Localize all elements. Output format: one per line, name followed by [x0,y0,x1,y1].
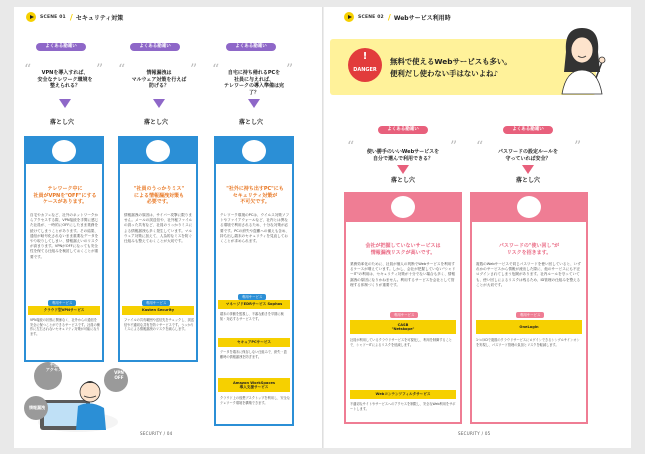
scene-header-right: SCENE 02 / Webサービス利用時 [344,12,451,22]
arrow-down-icon [522,165,534,174]
quote-open-icon: “ [347,139,355,155]
service-tab-4: 利用サービス [142,300,170,306]
service-note-7: 1つのIDで複数のクラウドサービスにログインできるシングルサインオンを実現し、パスワード管理の負担とリスクを軽減します。 [476,338,580,347]
quote-open-icon: “ [212,62,220,78]
danger-line-2: 便利だし使わない手はないよね♪ [390,69,499,78]
worried-worker-illustration [18,356,136,436]
arrow-down-icon [397,165,409,174]
service-note-6b: 不適切なサイトやサービスへのアクセスを制限し、安全なWeb利用をサポートします。 [350,402,456,411]
service-name-5a[interactable]: マネージドEDRサービス Sophos [218,300,290,309]
page-folio-left: SECURITY / 04 [140,431,173,436]
service-tab-6: 利用サービス [390,312,418,318]
quote-open-icon: “ [24,62,32,78]
pitfall-label-5: 落とし穴 [227,119,275,145]
service-name-3[interactable]: クラウド型VPNサービス [28,306,100,315]
service-name-6b[interactable]: Webコンテンツフィルタサービス [350,390,456,399]
service-name-4[interactable]: Kasten Security [122,306,194,315]
pitfall-headline-5: "社外に持ち出すPC"にも セキュリティ対策が 不可欠です。 [226,186,284,205]
misconception-pill-5: よくある勘違い [226,43,276,51]
service-name-6a[interactable]: CASB "Netskope" [350,320,456,334]
pitfall-headline-4: "社員のうっかりミス" による情報漏洩対策も 必要です。 [133,186,185,205]
quote-close-icon: ” [450,139,458,155]
pit-hole-icon [146,140,170,162]
service-note-5b: データを端末に保存しない仕組みで、紛失・盗難時の情報漏洩を防ぎます。 [220,350,287,359]
arrow-down-icon [153,99,165,108]
pitfall-headline-3: テレワーク中に 社員がVPNを"OFF"にする ケースがあります。 [33,186,97,205]
question-6: 使い勝手のいいWebサービスを 自分で選んで利用できる？ [366,149,440,162]
question-7: パスワードの設定ルールを 守っていれば安全？ [498,149,558,162]
threat-bubble-3: 情報漏洩 [29,405,45,410]
quote-close-icon: ” [286,62,294,78]
pit-hole-icon [517,196,541,218]
quote-open-icon: “ [118,62,126,78]
threat-bubble-2: VPN OFF [114,370,124,380]
misconception-pill-3: よくある勘違い [36,43,86,51]
quote-open-icon: “ [476,139,484,155]
arrow-down-icon [248,99,260,108]
quote-close-icon: ” [190,62,198,78]
question-4: 情報漏洩は マルウェア対策を行えば 防げる？ [131,70,187,90]
quote-close-icon: ” [574,139,582,155]
service-note-4: ファイルの共有範囲や送信先をチェックし、誤送信や不適切な共有を防ぐサービスです。うっかりミスによる情報漏洩のリスクを減らします。 [124,318,194,332]
scene-number: SCENE 01 [40,14,66,20]
page-folio-right: SECURITY / 05 [458,431,491,436]
misconception-pill-4: よくある勘違い [130,43,180,51]
threat-bubble-1: 不正 アクセス [45,362,63,372]
pit-hole-icon [52,140,76,162]
arrow-down-icon [59,99,71,108]
danger-line-1: 無料で使えるWebサービスも多い。 [390,57,512,66]
pitfall-headline-6: 会社が把握していないサービスは 情報漏洩リスクが高いです。 [365,243,441,256]
scene-title: セキュリティ対策 [75,14,124,22]
service-name-7[interactable]: OneLogin [476,320,582,334]
pitfall-label-6: 落とし穴 [379,177,427,203]
pitfall-label-4: 落とし穴 [132,119,180,145]
pitfall-label-7: 落とし穴 [504,177,552,203]
pitfall-body-4: 情報漏洩の原因は、サイバー攻撃に限りません。メールの誤送信や、社外秘ファイルの誤った共有など、社員のうっかりミスによる情報漏洩も多く発生しています。マルウェア対策に加えて、人為的なミスを防ぐ仕組みも整えておくことが大切です。 [124,213,193,244]
service-note-3: VPN接続の状態に関係なく、社外からの通信を安全に保つことができるサービスです。社員の操作に左右されないセキュリティ対策が可能になります。 [30,318,100,336]
scene-header-left: SCENE 01 / セキュリティ対策 [26,12,123,22]
service-tab-7: 利用サービス [516,312,544,318]
pitfall-body-7: 複数のWebサービスで同じパスワードを使い回していると、いずれかのサービスから情報が流出した際に、他のサービスにも不正ログインされてしまう危険があります。社内ルールを守っていても、使い回しによるリスクは残るため、ID管理の仕組みを整えることが大切です。 [476,262,581,287]
service-name-5c[interactable]: Amazon WorkSpaces 導入支援サービス [218,378,290,392]
question-5: 自宅に持ち帰れるPCを 社員に与えれば、 テレワークの導入準備は完了？ [224,70,284,96]
pitfall-body-3: 自宅やカフェなど、社外のネットワークからアクセスする際、VPN接続を手間に感じた社員が、一時的にOFFにしたまま業務を続けてしまうことがあります。その結果、通信が暗号化されないまま重要なデータをやり取りしてしまい、情報漏えいのリスクが高まります。VPNがOFFになっても安全性を保てる仕組みを検討しておくことが重要です。 [30,213,99,259]
pitfall-body-6: 業務効率化のために、社員が個人の判断でWebサービスを利用するケースが増えています。しかし、会社が把握していない"シャドーIT"の利用は、セキュリティ対策が十分でない場合も多く、情報漏洩の原因になりかねません。利用するサービスを会社として管理する体制づくりが重要です。 [350,262,456,287]
scene-number: SCENE 02 [358,14,384,20]
play-icon [26,12,36,22]
service-tab-5: 利用サービス [238,294,266,300]
pitfall-label-3: 落とし穴 [38,119,86,145]
pitfall-body-5: テレワーク環境のPCは、ウイルス対策ソフトやファイアウォールなど、社内とは異なる環境で利用されるため、十分な対策が必要です。PCの紛失や盗難への備えも含め、持ち出し端末のセキュリティを見直しておくことが求められます。 [220,213,290,244]
pitfall-headline-7: パスワードの"使い回し"が リスクを招きます。 [498,243,560,256]
service-name-5b[interactable]: セキュアPCサービス [218,338,290,347]
service-note-5a: 端末の挙動を監視し、不審な動きを早期に検知・対応するサービスです。 [220,312,284,321]
service-tab-3: 利用サービス [48,300,76,306]
page-fold [322,7,324,448]
pit-hole-icon [242,140,266,162]
play-icon [344,12,354,22]
scene-title: Webサービス利用時 [393,14,451,22]
service-note-6a: 社員が利用しているクラウドサービスを可視化し、利用を制御することで、シャドーITによるリスクを低減します。 [350,338,452,347]
danger-icon: ! DANGER [348,48,382,82]
woman-thinking-illustration [556,22,606,102]
service-note-5c: クラウド上の仮想デスクトップを利用し、安全なテレワーク環境を構築できます。 [220,396,290,405]
quote-close-icon: ” [96,62,104,78]
question-3: VPNを導入すれば、 安全なテレワーク環境を 整えられる？ [37,70,93,90]
misconception-pill-7: よくある勘違い [503,126,553,134]
pit-hole-icon [391,196,415,218]
misconception-pill-6: よくある勘違い [378,126,428,134]
